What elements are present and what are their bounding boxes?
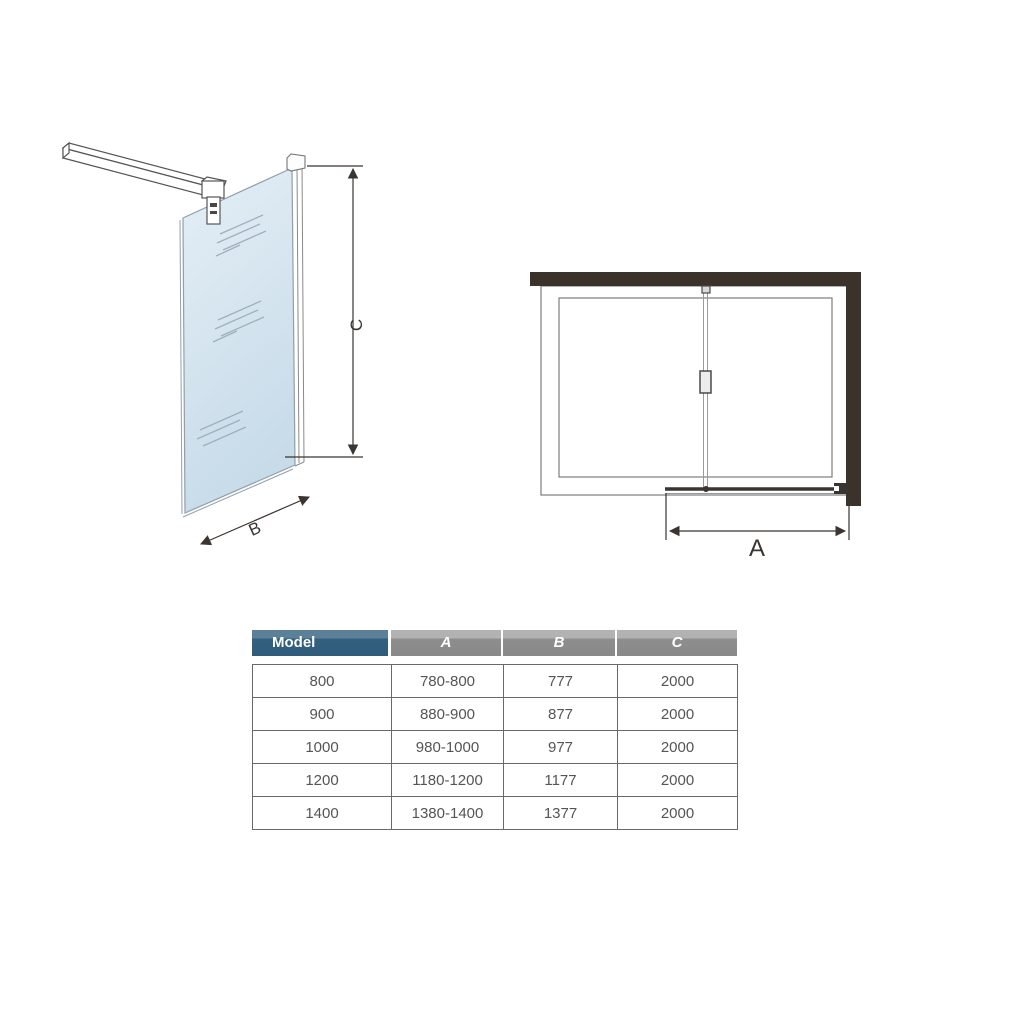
shower-tray (541, 286, 848, 495)
dimension-b-label: B (245, 517, 264, 540)
cell-a: 780-800 (392, 665, 504, 698)
size-spec-table (252, 630, 737, 830)
profile-top-cap (287, 154, 305, 171)
tray-outer-rect (541, 286, 848, 495)
glass-panel (180, 168, 295, 517)
glass-wall-bracket (834, 483, 848, 494)
table-row (253, 698, 738, 731)
cell-b: 1177 (504, 764, 618, 797)
cell-b: 977 (504, 731, 618, 764)
cell-a: 880-900 (392, 698, 504, 731)
cell-c: 2000 (618, 797, 738, 830)
table-row (253, 764, 738, 797)
right-wall (846, 272, 861, 506)
cell-a: 1380-1400 (392, 797, 504, 830)
cell-c: 2000 (618, 665, 738, 698)
top-view-diagram (510, 250, 880, 570)
side-view-diagram (50, 130, 390, 570)
cell-b: 1377 (504, 797, 618, 830)
dimension-a (666, 493, 849, 562)
bar-glass-joint (703, 486, 709, 492)
cell-c: 2000 (618, 731, 738, 764)
col-header-a: A (391, 630, 503, 656)
table-header-row (252, 630, 737, 656)
top-wall (530, 272, 861, 286)
cell-model: 1000 (253, 731, 392, 764)
support-bar-top-view (700, 286, 711, 488)
dimension-b (201, 497, 309, 544)
table-row (253, 665, 738, 698)
col-header-b: B (503, 630, 617, 656)
tray-inner-rect (559, 298, 832, 477)
table-body (252, 664, 738, 830)
cell-a: 980-1000 (392, 731, 504, 764)
cell-model: 800 (253, 665, 392, 698)
cell-model: 900 (253, 698, 392, 731)
walls (530, 272, 861, 506)
dimension-c-label: C (347, 318, 366, 332)
dimension-a-label: A (748, 535, 766, 562)
cell-model: 1400 (253, 797, 392, 830)
cell-c: 2000 (618, 764, 738, 797)
cell-c: 2000 (618, 698, 738, 731)
table-row (253, 797, 738, 830)
table-row (253, 731, 738, 764)
bar-wall-connector (702, 286, 710, 293)
col-header-c: C (617, 630, 737, 656)
bar-sleeve (700, 371, 711, 393)
cell-b: 777 (504, 665, 618, 698)
cell-b: 877 (504, 698, 618, 731)
cell-model: 1200 (253, 764, 392, 797)
glass-panel-top-view (665, 486, 847, 494)
cell-a: 1180-1200 (392, 764, 504, 797)
col-header-model: Model (252, 630, 391, 656)
